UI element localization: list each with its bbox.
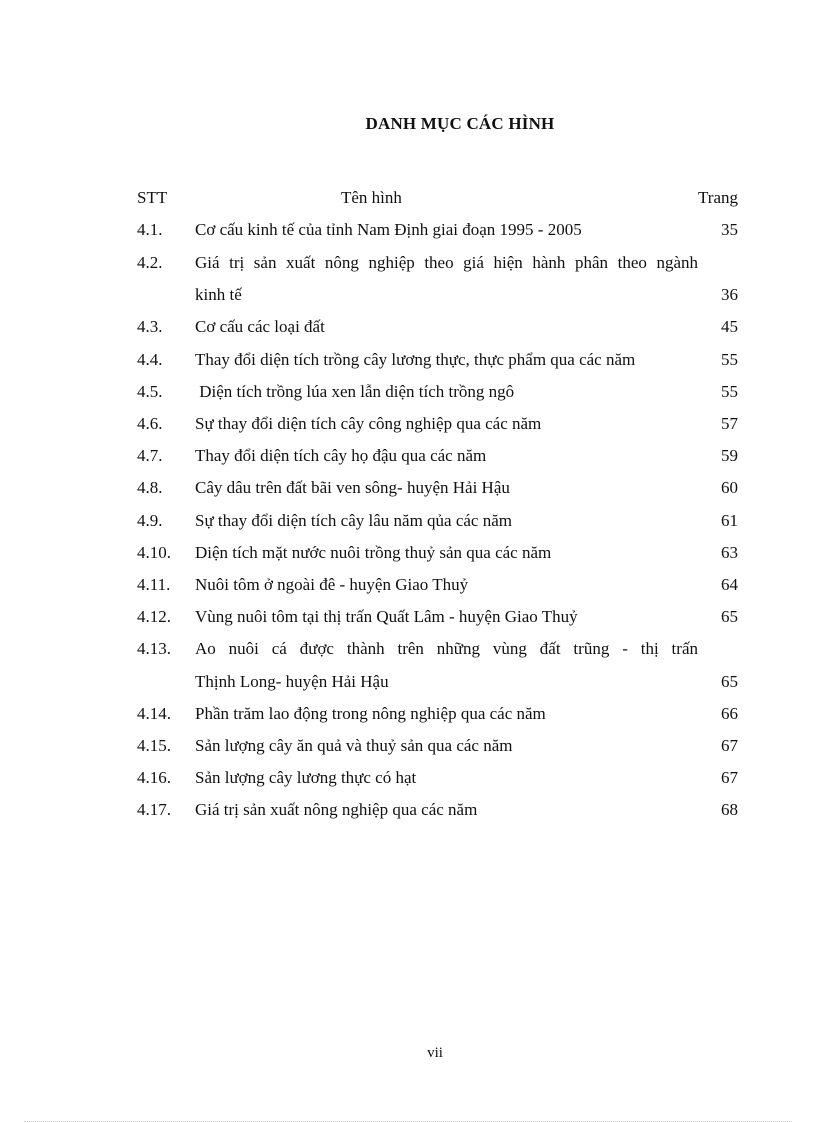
figure-page: 65: [721, 607, 738, 626]
column-header-name: Tên hình: [341, 188, 402, 207]
figure-page: 66: [721, 704, 738, 723]
figure-title: Cây dâu trên đất bãi ven sông- huyện Hải Hậu: [195, 478, 510, 497]
figure-page: 67: [721, 736, 738, 755]
figure-title-continued: Thịnh Long- huyện Hải Hậu: [195, 672, 389, 691]
figure-page: 55: [721, 382, 738, 401]
figure-page: 35: [721, 220, 738, 239]
figure-number: 4.8.: [137, 478, 163, 497]
page-title: DANH MỤC CÁC HÌNH: [365, 114, 555, 133]
figure-title: Ao nuôi cá được thành trên những vùng đất trũng - thị trấn: [195, 639, 698, 658]
figure-number: 4.5.: [137, 382, 163, 401]
figure-number: 4.1.: [137, 220, 163, 239]
figure-page: 61: [721, 511, 738, 530]
figure-page: 67: [721, 768, 738, 787]
figure-number: 4.2.: [137, 253, 163, 272]
figure-title: Vùng nuôi tôm tại thị trấn Quất Lâm - huyện Giao Thuỷ: [195, 607, 578, 626]
column-header-page: Trang: [698, 188, 738, 207]
figure-number: 4.9.: [137, 511, 163, 530]
figure-title: Sự thay đổi diện tích cây công nghiệp qua các năm: [195, 414, 542, 433]
figure-title: Phần trăm lao động trong nông nghiệp qua các năm: [195, 704, 546, 723]
figure-number: 4.3.: [137, 317, 163, 336]
figure-number: 4.14.: [137, 704, 171, 723]
figure-page: 68: [721, 800, 738, 819]
figure-page: 63: [721, 543, 738, 562]
figure-page: 59: [721, 446, 738, 465]
figure-page: 36: [721, 285, 738, 304]
figure-page: 45: [721, 317, 738, 336]
figure-number: 4.4.: [137, 350, 163, 369]
figure-number: 4.12.: [137, 607, 171, 626]
figure-title: Sản lượng cây ăn quả và thuỷ sản qua các năm: [195, 736, 513, 755]
figure-title: Thay đổi diện tích cây họ đậu qua các năm: [195, 446, 487, 465]
figure-title: Nuôi tôm ở ngoài đê - huyện Giao Thuỷ: [195, 575, 469, 594]
figure-number: 4.7.: [137, 446, 163, 465]
figure-title: Giá trị sản xuất nông nghiệp qua các năm: [195, 800, 478, 819]
figure-number: 4.10.: [137, 543, 171, 562]
figure-title: Cơ cấu các loại đất: [195, 317, 325, 336]
page-number: vii: [427, 1045, 443, 1061]
figure-page: 60: [721, 478, 738, 497]
figure-number: 4.17.: [137, 800, 171, 819]
figure-number: 4.13.: [137, 639, 171, 658]
figure-title: Diện tích mặt nước nuôi trồng thuỷ sản qua các năm: [195, 543, 552, 562]
figure-title: Cơ cấu kinh tế của tỉnh Nam Định giai đoạn 1995 - 2005: [195, 220, 582, 239]
figure-number: 4.6.: [137, 414, 163, 433]
page-bottom-divider: [24, 1121, 792, 1122]
figure-page: 65: [721, 672, 738, 691]
figure-title: Giá trị sản xuất nông nghiệp theo giá hiện hành phân theo ngành: [195, 253, 698, 272]
figure-title: Sản lượng cây lương thực có hạt: [195, 768, 417, 787]
figure-title: Sự thay đổi diện tích cây lâu năm qủa các năm: [195, 511, 512, 530]
figure-number: 4.16.: [137, 768, 171, 787]
column-header-stt: STT: [137, 188, 168, 207]
figure-number: 4.15.: [137, 736, 171, 755]
figure-page: 55: [721, 350, 738, 369]
figure-title: Diện tích trồng lúa xen lẫn diện tích trồng ngô: [195, 382, 515, 401]
figure-number: 4.11.: [137, 575, 171, 594]
figure-title: Thay đổi diện tích trồng cây lương thực, thực phẩm qua các năm: [195, 350, 636, 369]
figure-page: 57: [721, 414, 738, 433]
figure-page: 64: [721, 575, 738, 594]
figure-title-continued: kinh tế: [195, 285, 242, 304]
